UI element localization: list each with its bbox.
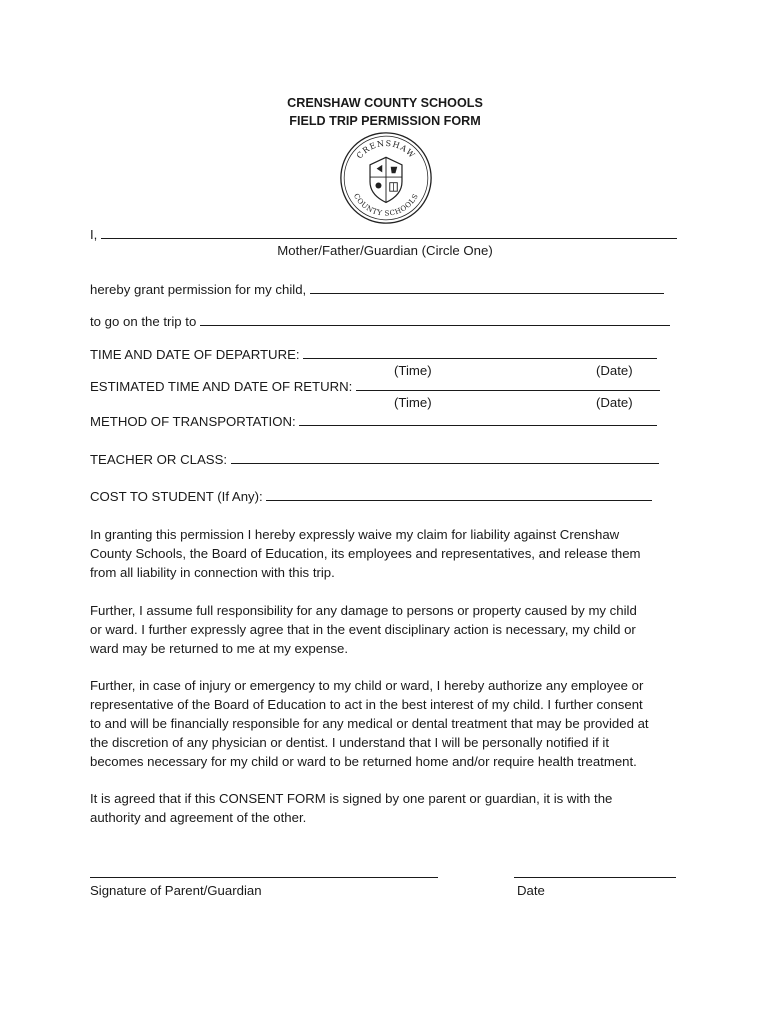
seal-top-text: CRENSHAW <box>354 138 418 161</box>
cost-label: COST TO STUDENT (If Any): <box>90 489 263 504</box>
departure-label: TIME AND DATE OF DEPARTURE: <box>90 347 300 362</box>
return-date-caption: (Date) <box>596 395 633 410</box>
guardian-name-field[interactable] <box>101 226 677 239</box>
return-label: ESTIMATED TIME AND DATE OF RETURN: <box>90 379 353 394</box>
injury-line-1: Further, in case of injury or emergency to my child or ward, I hereby authorize any employee or <box>90 678 644 693</box>
waiver-paragraph <box>90 525 690 582</box>
transport-line <box>90 413 657 430</box>
return-field[interactable] <box>356 378 660 391</box>
teacher-line <box>90 451 659 468</box>
consent-paragraph <box>90 789 690 827</box>
i-prefix: I, <box>90 227 98 242</box>
seal-shield-icon <box>370 157 402 202</box>
teacher-label: TEACHER OR CLASS: <box>90 452 228 467</box>
form-header <box>0 94 770 130</box>
signature-date-label: Date <box>517 883 545 898</box>
injury-paragraph <box>90 676 690 771</box>
signature-label: Signature of Parent/Guardian <box>90 883 262 898</box>
consent-line-2: authority and agreement of the other. <box>90 810 307 825</box>
responsibility-line-2: or ward. I further expressly agree that in the event disciplinary action is necessary, my child or <box>90 622 636 637</box>
seal-bottom-text: COUNTY SCHOOLS <box>351 191 421 218</box>
departure-date-caption: (Date) <box>596 363 633 378</box>
waiver-line-1: In granting this permission I hereby expressly waive my claim for liability against Crenshaw <box>90 527 620 542</box>
child-name-field[interactable] <box>310 281 664 294</box>
signature-field[interactable] <box>90 865 438 878</box>
school-seal-logo <box>339 131 433 225</box>
waiver-line-3: from all liability in connection with this trip. <box>90 565 335 580</box>
trip-destination-field[interactable] <box>200 313 670 326</box>
transport-field[interactable] <box>299 413 657 426</box>
cost-line <box>90 488 652 505</box>
child-label: hereby grant permission for my child, <box>90 282 307 297</box>
injury-line-2: representative of the Board of Education to act in the best interest of my child. I further consent <box>90 697 643 712</box>
school-name-title: CRENSHAW COUNTY SCHOOLS <box>287 96 483 110</box>
departure-time-caption: (Time) <box>394 363 432 378</box>
cost-field[interactable] <box>266 488 652 501</box>
return-time-caption: (Time) <box>394 395 432 410</box>
form-title: FIELD TRIP PERMISSION FORM <box>289 114 481 128</box>
waiver-line-2: County Schools, the Board of Education, its employees and representatives, and release them <box>90 546 641 561</box>
return-line <box>90 378 660 395</box>
responsibility-line-1: Further, I assume full responsibility for any damage to persons or property caused by my child <box>90 603 637 618</box>
injury-line-5: becomes necessary for my child or ward to be returned home and/or require health treatment. <box>90 754 637 769</box>
signature-date-field[interactable] <box>514 865 676 878</box>
guardian-caption: Mother/Father/Guardian (Circle One) <box>277 243 493 258</box>
departure-field[interactable] <box>303 346 657 359</box>
teacher-field[interactable] <box>231 451 659 464</box>
trip-line <box>90 313 670 330</box>
injury-line-4: the discretion of any physician or dentist. I understand that I will be personally notified if it <box>90 735 609 750</box>
consent-line-1: It is agreed that if this CONSENT FORM is signed by one parent or guardian, it is with the <box>90 791 613 806</box>
responsibility-paragraph <box>90 601 690 658</box>
child-line <box>90 281 664 298</box>
responsibility-line-3: ward may be returned to me at my expense. <box>90 641 349 656</box>
transport-label: METHOD OF TRANSPORTATION: <box>90 414 296 429</box>
trip-label: to go on the trip to <box>90 314 197 329</box>
injury-line-3: to and will be financially responsible for any medical or dental treatment that may be provided at <box>90 716 649 731</box>
departure-line <box>90 346 657 363</box>
name-line <box>90 226 677 243</box>
